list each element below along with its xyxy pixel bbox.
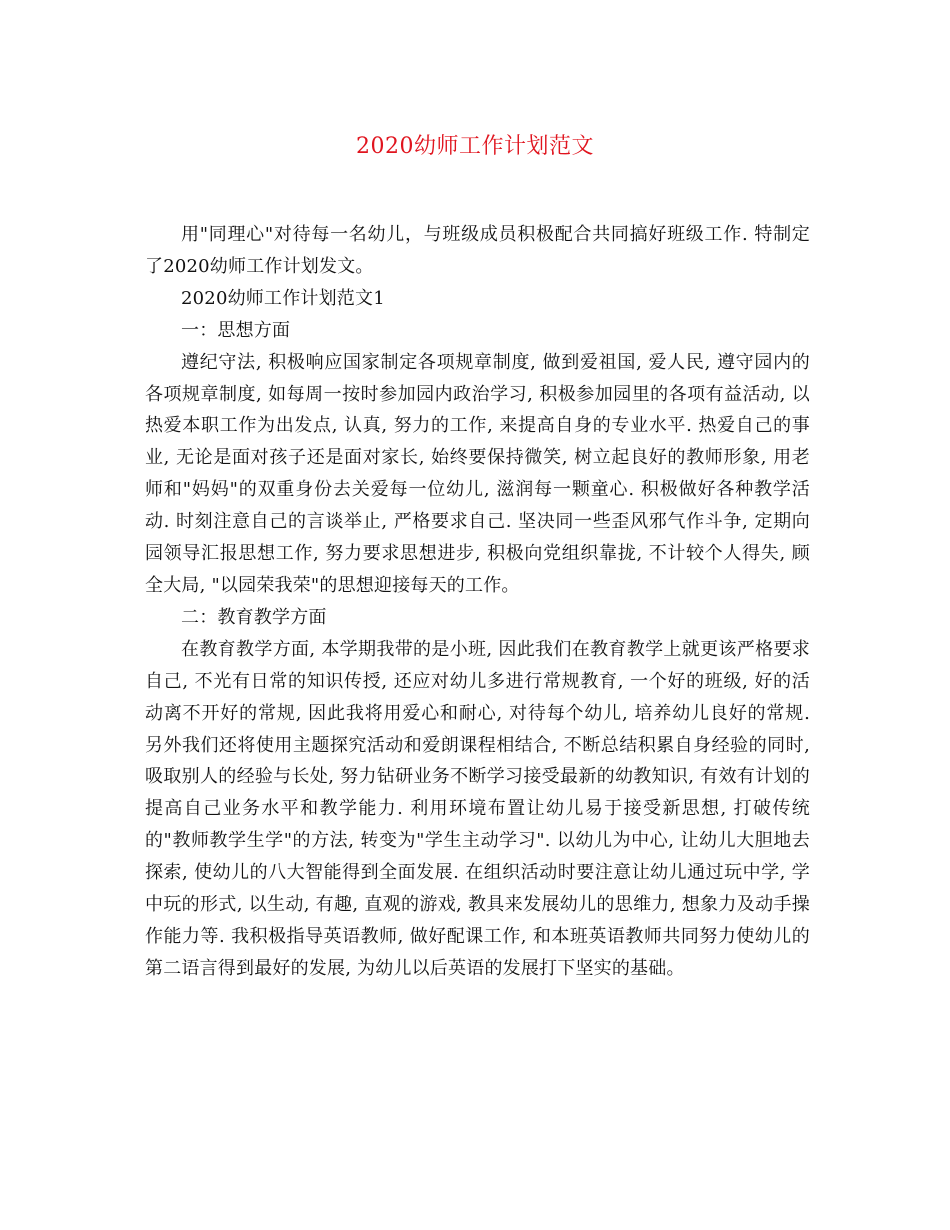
section-heading-plan-1: 2020幼师工作计划范文1 (181, 287, 385, 309)
ideology-paragraph: 遵纪守法, 积极响应国家制定各项规章制度, 做到爱祖国, 爱人民, 遵守园内的各项规章制度, 如每周一按时参加园内政治学习, 积极参加园里的各项有益活动, 以热爱本职工作为出发点, 认真, 努力的工作, 来提高自身的专业水平. 热爱自己的事业, 无论是面对孩子还是面对家长, 始终要保持微笑, 树立起良好的教师形象, 用老师和"妈妈"的双重身份去关爱每一位幼儿, 滋润每一颗童心. 积极做好各种教学活动. 时刻注意自己的言谈举止, 严格要求自己. 坚决同一些歪风邪气作斗争, 定期向园领导汇报思想工作, 努力要求思想进步, 积极向党组织靠拢, 不计较个人得失, 顾全大局, "以园荣我荣"的思想迎接每天的工作。 (145, 351, 810, 596)
section-heading-ideology: 一：思想方面 (181, 319, 291, 341)
intro-paragraph: 用"同理心"对待每一名幼儿，与班级成员积极配合共同搞好班级工作. 特制定了2020幼师工作计划发文。 (145, 224, 810, 277)
document-title: 2020幼师工作计划范文 (356, 134, 594, 159)
teaching-paragraph: 在教育教学方面, 本学期我带的是小班, 因此我们在教育教学上就更该严格要求自己, 不光有日常的知识传授, 还应对幼儿多进行常规教育, 一个好的班级, 好的活动离不开好的常规, 因此我将用爱心和耐心, 对待每个幼儿, 培养幼儿良好的常规. 另外我们还将使用主题探究活动和爱朗课程相结合, 不断总结积累自身经验的同时, 吸取别人的经验与长处, 努力钻研业务不断学习接受最新的幼教知识, 有效有计划的提高自己业务水平和教学能力. 利用环境布置让幼儿易于接受新思想, 打破传统的"教师教学生学"的方法, 转变为"学生主动学习". 以幼儿为中心, 让幼儿大胆地去探索, 使幼儿的八大智能得到全面发展. 在组织活动时要注意让幼儿通过玩中学, 学中玩的形式, 以生动, 有趣, 直观的游戏, 教具来发展幼儿的思维力, 想象力及动手操作能力等. 我积极指导英语教师, 做好配课工作, 和本班英语教师共同努力使幼儿的第二语言得到最好的发展, 为幼儿以后英语的发展打下坚实的基础。 (145, 638, 810, 979)
section-heading-teaching: 二：教育教学方面 (181, 606, 327, 628)
document-body (145, 219, 810, 985)
